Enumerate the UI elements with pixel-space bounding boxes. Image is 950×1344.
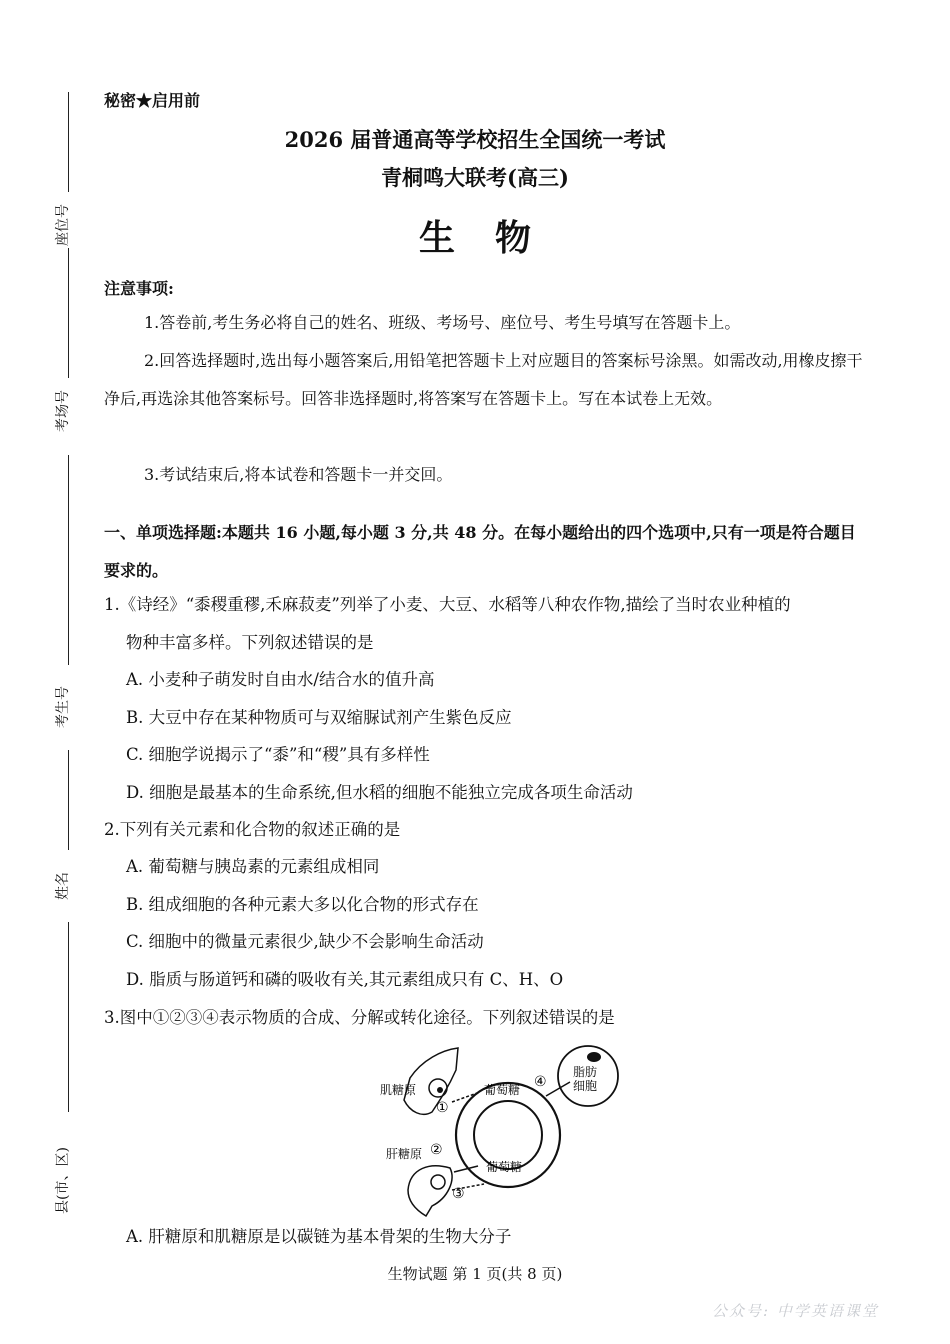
- question-3-stem: 3.图中①②③④表示物质的合成、分解或转化途径。下列叙述错误的是: [104, 1008, 615, 1027]
- question-3-option-a: A. 肝糖原和肌糖原是以碳链为基本骨架的生物大分子: [126, 1227, 512, 1246]
- fat-cell-label-1: 脂肪: [573, 1065, 598, 1079]
- watermark: 公众号: 中学英语课堂: [712, 1302, 879, 1320]
- county-label: 县(市、区): [55, 1147, 71, 1214]
- page-footer: 生物试题 第 1 页(共 8 页): [387, 1265, 563, 1283]
- question-1-option-d: D. 细胞是最基本的生命系统,但水稻的细胞不能独立完成各项生命活动: [126, 783, 633, 802]
- question-1-option-a: A. 小麦种子萌发时自由水/结合水的值升高: [126, 670, 435, 689]
- fat-cell-nucleus: [587, 1052, 601, 1062]
- liver-shape: [408, 1166, 452, 1216]
- section-heading: 一、单项选择题:本题共 16 小题,每小题 3 分,共 48 分。在每小题给出的四个选项中,只有一项是符合题目要求的。: [104, 523, 856, 580]
- glucose-bottom-label: 葡萄糖: [486, 1160, 523, 1174]
- path-label-2: ②: [430, 1142, 443, 1158]
- path-label-4: ④: [534, 1074, 547, 1090]
- question-2-stem: 2.下列有关元素和化合物的叙述正确的是: [104, 820, 401, 839]
- muscle-glycogen-label: 肌糖原: [380, 1083, 417, 1097]
- notice-heading: 注意事项:: [104, 279, 174, 298]
- path-arrow-4: [546, 1082, 570, 1096]
- glycogen-conversion-diagram: [360, 1040, 630, 1220]
- exam-number-label: 考生号: [55, 686, 71, 728]
- glucose-top-label: 葡萄糖: [484, 1083, 521, 1097]
- binding-line-4: [68, 750, 69, 850]
- question-1-stem-cont: 物种丰富多样。下列叙述错误的是: [126, 633, 374, 652]
- binding-line-5: [68, 922, 69, 1112]
- liver-glycogen-label: 肝糖原: [386, 1147, 423, 1161]
- subject-title: 生物: [418, 217, 571, 259]
- notice-item-1: 1.答卷前,考生务必将自己的姓名、班级、考场号、座位号、考生号填写在答题卡上。: [144, 313, 741, 332]
- exam-title: 2026 届普通高等学校招生全国统一考试: [284, 127, 666, 152]
- exam-room-label: 考场号: [55, 390, 71, 432]
- question-1-option-c: C. 细胞学说揭示了“黍”和“稷”具有多样性: [126, 745, 430, 764]
- path-label-3: ③: [452, 1186, 465, 1202]
- question-2-option-b: B. 组成细胞的各种元素大多以化合物的形式存在: [126, 895, 479, 914]
- liver-glycogen-granule: [431, 1175, 445, 1189]
- notice-item-2: 2.回答选择题时,选出每小题答案后,用铅笔把答题卡上对应题目的答案标号涂黑。如需改动,用橡皮擦干净后,再选涂其他答案标号。回答非选择题时,将答案写在答题卡上。写在本试卷上无效。: [104, 351, 863, 408]
- exam-subtitle: 青桐鸣大联考(高三): [381, 165, 569, 190]
- notice-item-3: 3.考试结束后,将本试卷和答题卡一并交回。: [144, 465, 453, 484]
- binding-line-3: [68, 455, 69, 665]
- seat-number-label: 座位号: [55, 204, 71, 246]
- binding-line-2: [68, 248, 69, 378]
- muscle-glycogen-core: [437, 1087, 443, 1093]
- question-1-stem: 1.《诗经》“黍稷重穋,禾麻菽麦”列举了小麦、大豆、水稻等八种农作物,描绘了当时农业种植的: [104, 595, 791, 614]
- diagram-svg: [360, 1040, 630, 1220]
- glucose-cycle-inner: [474, 1101, 542, 1169]
- question-2-option-d: D. 脂质与肠道钙和磷的吸收有关,其元素组成只有 C、H、O: [126, 970, 564, 989]
- muscle-shape: [404, 1048, 458, 1114]
- path-arrow-1: [452, 1092, 480, 1102]
- confidential-notice: 秘密★启用前: [104, 91, 201, 110]
- path-label-1: ①: [436, 1100, 449, 1116]
- question-1-option-b: B. 大豆中存在某种物质可与双缩脲试剂产生紫色反应: [126, 708, 512, 727]
- name-label: 姓名: [55, 872, 71, 900]
- fat-cell-label-2: 细胞: [573, 1079, 598, 1093]
- question-2-option-a: A. 葡萄糖与胰岛素的元素组成相同: [126, 857, 380, 876]
- question-2-option-c: C. 细胞中的微量元素很少,缺少不会影响生命活动: [126, 932, 484, 951]
